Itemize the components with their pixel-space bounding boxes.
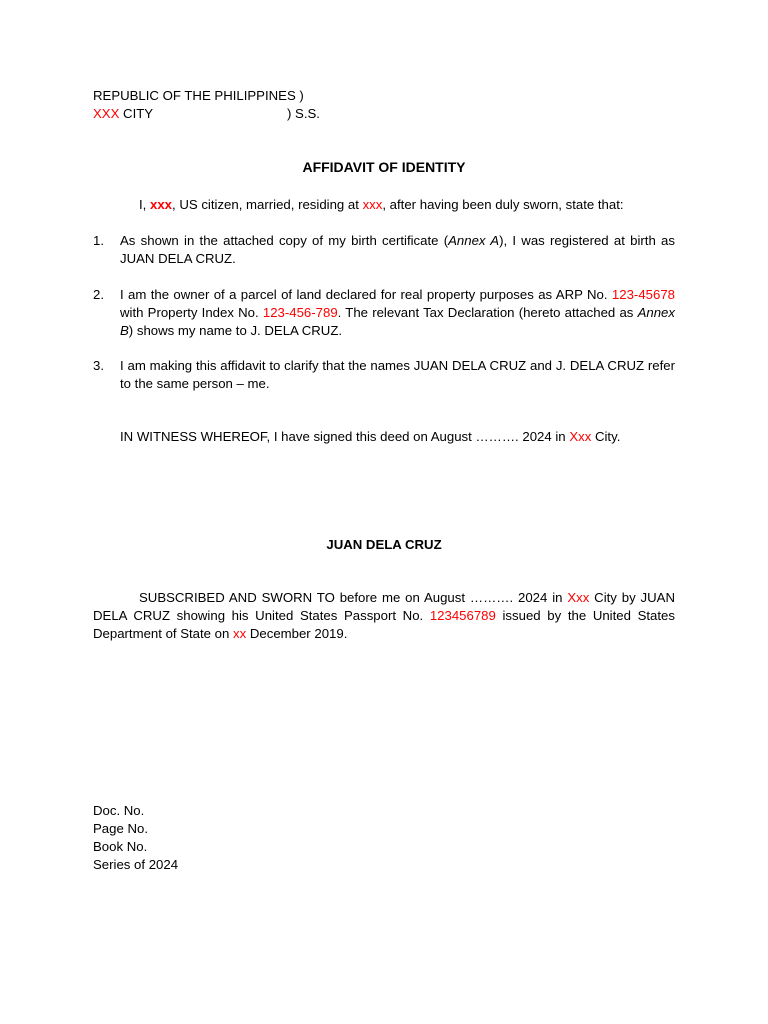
item-text: I am making this affidavit to clarify that the names JUAN DELA CRUZ and J. DELA CRUZ refer to the same person – me.	[120, 358, 675, 391]
notarial-book-no: Book No.	[93, 839, 148, 854]
passport-number-placeholder: 123456789	[429, 607, 496, 623]
venue-line-2	[93, 105, 675, 123]
jurat-paragraph	[93, 589, 675, 642]
venue-city-word: CITY	[119, 106, 154, 121]
jurat-text-a: SUBSCRIBED AND SWORN TO before me on August ………. 2024 in	[139, 590, 568, 605]
venue-line-1	[93, 87, 675, 105]
item-number: 2.	[93, 287, 104, 302]
list-item	[93, 286, 675, 339]
annex-b-label: Annex B	[120, 304, 675, 338]
item-text	[120, 286, 675, 339]
item-2-text-b: with Property Index No.	[120, 304, 263, 320]
witness-text-b: City.	[591, 429, 621, 444]
intro-text-1: I,	[139, 197, 150, 212]
annex-a-label: Annex A	[448, 233, 500, 248]
jurat-text-b: City by JUAN DELA CRUZ showing his United States Passport No.	[93, 590, 675, 623]
venue-republic: REPUBLIC OF THE PHILIPPINES )	[93, 88, 304, 103]
item-1-text-a: As shown in the attached copy of my birth certificate (	[120, 233, 449, 248]
address-placeholder: xxx	[362, 197, 383, 212]
witness-clause	[120, 428, 675, 446]
item-2-text-d: ) shows my name to J. DELA CRUZ.	[128, 322, 343, 338]
intro-text-3: , after having been duly sworn, state that:	[382, 197, 624, 212]
intro-text-2: , US citizen, married, residing at	[172, 197, 363, 212]
jurat-city-placeholder: Xxx	[567, 590, 590, 605]
item-2-text-a: I am the owner of a parcel of land declared for real property purposes as ARP No.	[120, 287, 612, 302]
notarial-series: Series of 2024	[93, 857, 179, 872]
document-title: AFFIDAVIT OF IDENTITY	[302, 159, 466, 175]
witness-city-placeholder: Xxx	[569, 429, 592, 444]
item-1-text-b: ), I was registered at birth as JUAN DELA CRUZ.	[120, 233, 675, 266]
item-number: 3.	[93, 358, 104, 373]
affiant-name-placeholder: xxx	[150, 197, 173, 212]
signatory-name: JUAN DELA CRUZ	[326, 537, 442, 552]
list-item	[93, 232, 675, 268]
item-number: 1.	[93, 233, 104, 248]
arp-number-placeholder: 123-45678	[611, 287, 675, 302]
jurat-text-c: issued by the United States Department of State on	[93, 607, 675, 641]
list-item	[93, 357, 675, 393]
notarial-page-no: Page No.	[93, 821, 148, 836]
item-2-text-c: . The relevant Tax Declaration (hereto attached as	[337, 304, 638, 320]
venue-ss: ) S.S.	[287, 106, 320, 121]
jurat-text-d: December 2019.	[246, 625, 348, 641]
item-text	[120, 232, 675, 268]
property-index-placeholder: 123-456-789	[262, 304, 338, 320]
notarial-doc-no: Doc. No.	[93, 803, 145, 818]
issue-day-placeholder: xx	[233, 625, 247, 641]
intro-paragraph	[93, 196, 675, 214]
witness-text-a: IN WITNESS WHEREOF, I have signed this deed on August ………. 2024 in	[120, 429, 570, 444]
venue-city-placeholder: XXX	[93, 106, 120, 121]
